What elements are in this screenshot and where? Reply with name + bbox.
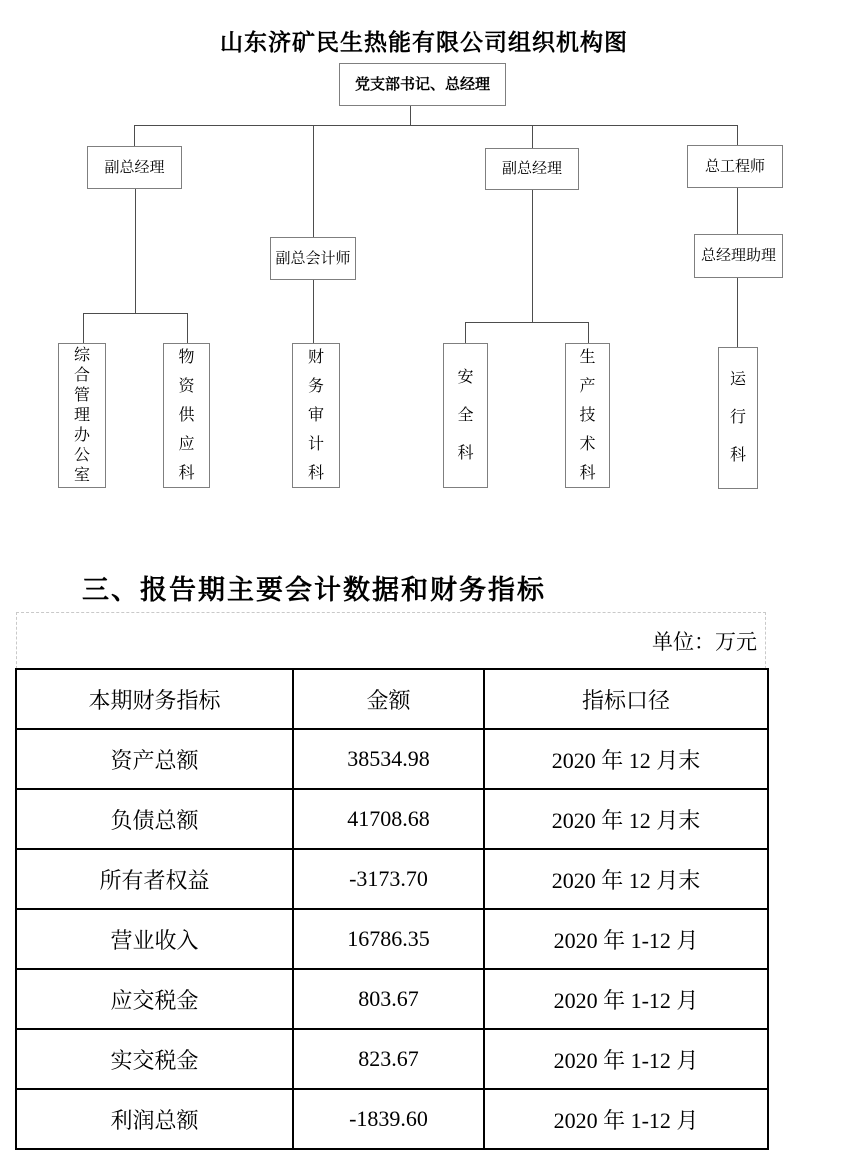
org-node-label: 副总经理 <box>104 159 165 176</box>
amount-cell: -1839.60 <box>293 1089 484 1149</box>
table-header-cell: 本期财务指标 <box>16 669 293 729</box>
indicator-cell: 负债总额 <box>16 789 293 849</box>
amount-cell: 16786.35 <box>293 909 484 969</box>
period-cell: 2020 年 1-12 月 <box>484 969 768 1029</box>
indicator-cell: 资产总额 <box>16 729 293 789</box>
org-node-label: 党支部书记、总经理 <box>354 76 490 93</box>
org-node-label: 物资供应科 <box>178 349 195 482</box>
amount-cell: 41708.68 <box>293 789 484 849</box>
table-row <box>16 849 768 909</box>
amount-cell: 823.67 <box>293 1029 484 1089</box>
org-node-party-secretary-gm <box>339 63 506 106</box>
table-row <box>16 909 768 969</box>
connector-line <box>313 280 314 343</box>
amount-cell: 38534.98 <box>293 729 484 789</box>
org-node-label: 总经理助理 <box>700 248 776 264</box>
table-row <box>16 969 768 1029</box>
org-node-label: 总工程师 <box>704 158 765 175</box>
period-cell: 2020 年 1-12 月 <box>484 1029 768 1089</box>
org-node-safety-dept <box>443 343 488 488</box>
unit-label: 单位：万元 <box>652 630 757 654</box>
table-row <box>16 1089 768 1149</box>
org-node-label: 副总经理 <box>501 161 562 177</box>
org-node-finance-audit-dept <box>292 343 340 488</box>
org-node-gm-assistant <box>694 234 783 278</box>
connector-line <box>588 322 589 343</box>
connector-line <box>532 190 533 322</box>
org-node-label: 运行科 <box>730 371 747 464</box>
unit-row <box>16 612 766 669</box>
period-cell: 2020 年 1-12 月 <box>484 909 768 969</box>
org-node-label: 财务审计科 <box>308 349 325 482</box>
connector-line <box>737 125 738 145</box>
org-node-label: 副总会计师 <box>275 250 351 267</box>
indicator-cell: 营业收入 <box>16 909 293 969</box>
org-chart-title: 山东济矿民生热能有限公司组织机构图 <box>220 30 628 55</box>
org-node-deputy-gm-left <box>87 146 182 189</box>
connector-line <box>134 125 135 146</box>
indicator-cell: 利润总额 <box>16 1089 293 1149</box>
connector-line <box>465 322 466 343</box>
indicator-cell: 实交税金 <box>16 1029 293 1089</box>
connector-line <box>135 189 136 313</box>
period-cell: 2020 年 12 月末 <box>484 789 768 849</box>
connector-line <box>187 313 188 343</box>
indicator-cell: 应交税金 <box>16 969 293 1029</box>
org-node-deputy-chief-accountant <box>270 237 356 280</box>
amount-cell: -3173.70 <box>293 849 484 909</box>
org-node-general-admin-office <box>58 343 106 488</box>
table-header-row <box>16 669 768 729</box>
org-node-label: 安全科 <box>457 368 474 462</box>
connector-line <box>532 125 533 148</box>
table-header-cell: 金额 <box>293 669 484 729</box>
table-row <box>16 789 768 849</box>
org-node-deputy-gm-right <box>485 148 579 190</box>
connector-line <box>83 313 84 343</box>
connector-line <box>737 188 738 234</box>
table-row <box>16 1029 768 1089</box>
connector-line <box>737 278 738 347</box>
org-node-material-supply-dept <box>163 343 210 488</box>
connector-line <box>313 125 314 237</box>
connector-line <box>465 322 589 323</box>
org-node-operation-dept <box>718 347 758 489</box>
connector-line <box>410 105 411 125</box>
org-node-label: 综合管理办公室 <box>74 346 91 484</box>
org-node-chief-engineer <box>687 145 783 188</box>
period-cell: 2020 年 1-12 月 <box>484 1089 768 1149</box>
connector-line <box>134 125 738 126</box>
period-cell: 2020 年 12 月末 <box>484 729 768 789</box>
org-node-production-tech-dept <box>565 343 610 488</box>
org-node-label: 生产技术科 <box>579 349 596 482</box>
period-cell: 2020 年 12 月末 <box>484 849 768 909</box>
table-header-cell: 指标口径 <box>484 669 768 729</box>
amount-cell: 803.67 <box>293 969 484 1029</box>
financial-indicators-table <box>15 668 769 1150</box>
indicator-cell: 所有者权益 <box>16 849 293 909</box>
table-row <box>16 729 768 789</box>
connector-line <box>83 313 188 314</box>
section-heading: 三、报告期主要会计数据和财务指标 <box>82 575 546 605</box>
